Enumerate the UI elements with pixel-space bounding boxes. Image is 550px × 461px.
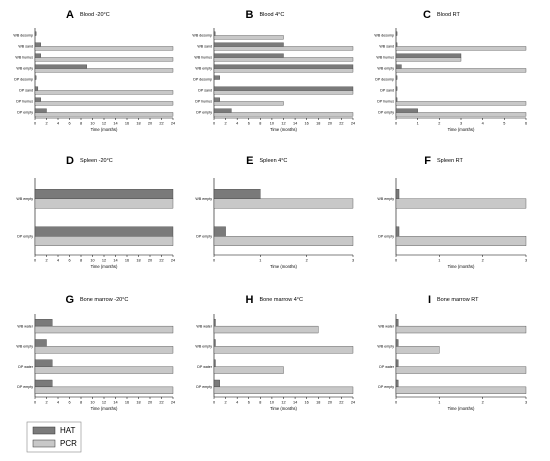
x-tick-label: 3 xyxy=(524,258,528,263)
x-tick-label: 12 xyxy=(281,400,286,405)
bar-pcr xyxy=(396,113,526,117)
bar-hat xyxy=(214,227,226,237)
x-tick-label: 20 xyxy=(147,121,153,126)
x-tick-label: 6 xyxy=(68,258,71,263)
x-tick-label: 0 xyxy=(394,121,398,126)
bar-pcr xyxy=(214,236,353,246)
panel-letter: B xyxy=(245,9,254,21)
x-tick-label: 4 xyxy=(481,121,484,126)
category-label: DP empty xyxy=(378,234,394,239)
category-label: DP empty xyxy=(378,110,394,115)
panel-e xyxy=(195,155,354,269)
panel-title: Spleen RT xyxy=(437,158,463,164)
category-label: DP water xyxy=(197,364,212,369)
legend-hat-swatch xyxy=(33,427,55,434)
x-tick-label: 16 xyxy=(124,400,130,405)
x-tick-label: 6 xyxy=(524,121,528,126)
category-label: WB empty xyxy=(377,66,394,71)
x-tick-label: 2 xyxy=(224,400,227,405)
x-tick-label: 2 xyxy=(45,400,48,405)
x-tick-label: 0 xyxy=(212,400,216,405)
x-tick-label: 0 xyxy=(394,400,398,405)
panels-group xyxy=(13,9,527,411)
x-tick-label: 20 xyxy=(147,400,153,405)
x-axis-label: Time (months) xyxy=(447,406,475,411)
category-label: DP sand xyxy=(19,88,33,93)
bar-pcr xyxy=(396,326,526,333)
x-tick-label: 24 xyxy=(170,400,176,405)
x-tick-label: 16 xyxy=(304,400,309,405)
panel-letter: D xyxy=(66,155,74,167)
x-tick-label: 5 xyxy=(503,121,506,126)
x-tick-label: 2 xyxy=(224,121,227,126)
x-tick-label: 6 xyxy=(68,400,71,405)
x-tick-label: 24 xyxy=(170,121,176,126)
x-tick-label: 22 xyxy=(339,400,344,405)
bar-hat xyxy=(35,360,52,367)
panel-letter: E xyxy=(246,155,254,167)
x-tick-label: 18 xyxy=(136,258,141,263)
category-label: WB sand xyxy=(18,44,33,49)
bar-pcr xyxy=(396,387,526,394)
x-tick-label: 1 xyxy=(416,121,419,126)
x-tick-label: 10 xyxy=(269,400,275,405)
bar-hat xyxy=(396,360,398,367)
category-label: WB empty xyxy=(16,196,33,201)
x-tick-label: 0 xyxy=(212,258,216,263)
panel-d xyxy=(16,155,175,269)
category-label: WB sand xyxy=(197,44,212,49)
category-label: WB empty xyxy=(195,66,212,71)
x-tick-label: 22 xyxy=(159,400,164,405)
x-axis-label: Time (months) xyxy=(90,127,118,132)
category-label: WB sand xyxy=(379,44,394,49)
panel-g xyxy=(16,294,175,411)
category-label: WB humus xyxy=(15,55,33,60)
panel-title: Spleen -20°C xyxy=(80,158,113,164)
x-tick-label: 2 xyxy=(305,258,308,263)
bar-hat xyxy=(35,65,87,69)
x-tick-label: 3 xyxy=(351,258,355,263)
category-label: WB empty xyxy=(377,196,394,201)
bar-hat xyxy=(214,65,353,69)
bar-pcr xyxy=(214,367,284,374)
panel-f xyxy=(377,155,527,269)
category-label: WB desomp xyxy=(192,33,212,38)
category-label: WB desomp xyxy=(13,33,33,38)
x-tick-label: 22 xyxy=(159,121,164,126)
x-tick-label: 10 xyxy=(90,400,95,405)
x-tick-label: 18 xyxy=(136,400,141,405)
x-tick-label: 1 xyxy=(259,258,262,263)
panel-letter: C xyxy=(423,9,431,21)
category-label: WB water xyxy=(17,324,33,329)
x-tick-label: 2 xyxy=(45,258,48,263)
x-tick-label: 10 xyxy=(269,121,275,126)
category-label: WB empty xyxy=(377,344,394,349)
category-label: DP empty xyxy=(196,110,212,115)
bar-hat xyxy=(396,339,398,346)
bar-pcr xyxy=(214,113,353,117)
legend-hat-label: HAT xyxy=(60,426,76,435)
bar-hat xyxy=(396,87,397,91)
panel-letter: H xyxy=(245,294,254,306)
bar-hat xyxy=(214,380,220,387)
panel-a xyxy=(13,9,175,132)
bar-pcr xyxy=(35,326,173,333)
x-tick-label: 4 xyxy=(236,121,239,126)
category-label: DP empty xyxy=(196,234,212,239)
x-axis-label: Time (months) xyxy=(90,264,118,269)
category-label: DP desomp xyxy=(193,77,212,82)
bar-hat xyxy=(214,98,220,102)
bar-pcr xyxy=(396,346,439,353)
bar-pcr xyxy=(214,387,353,394)
x-tick-label: 14 xyxy=(292,400,298,405)
category-label: DP humus xyxy=(377,99,394,104)
category-label: WB empty xyxy=(16,66,33,71)
category-label: DP empty xyxy=(17,385,33,390)
x-tick-label: 2 xyxy=(481,400,484,405)
panel-b xyxy=(192,9,355,132)
category-label: WB water xyxy=(196,324,212,329)
bar-hat xyxy=(35,32,36,36)
panel-title: Blood -20°C xyxy=(80,12,110,18)
x-axis-label: Time (months) xyxy=(270,127,297,132)
x-axis-label: Time (months) xyxy=(447,264,475,269)
panel-title: Spleen 4°C xyxy=(259,158,288,164)
x-tick-label: 2 xyxy=(438,121,441,126)
x-tick-label: 18 xyxy=(316,400,321,405)
panel-letter: F xyxy=(424,155,431,167)
x-tick-label: 4 xyxy=(56,400,60,405)
bar-hat xyxy=(396,32,397,36)
panel-i xyxy=(377,294,527,411)
panel-letter: A xyxy=(66,9,74,21)
panel-letter: I xyxy=(427,294,431,306)
bar-pcr xyxy=(35,91,173,95)
category-label: WB desomp xyxy=(374,33,394,38)
bar-pcr xyxy=(35,199,173,209)
bar-pcr xyxy=(35,58,173,62)
category-label: DP empty xyxy=(378,385,394,390)
panel-letter: G xyxy=(65,294,74,306)
x-tick-label: 4 xyxy=(56,258,60,263)
x-tick-label: 12 xyxy=(281,121,286,126)
bar-hat xyxy=(35,109,47,113)
x-tick-label: 10 xyxy=(90,258,95,263)
x-tick-label: 0 xyxy=(33,258,37,263)
bar-hat xyxy=(396,227,399,237)
bar-pcr xyxy=(214,47,353,51)
x-tick-label: 0 xyxy=(33,121,37,126)
x-tick-label: 2 xyxy=(481,258,484,263)
category-label: DP humus xyxy=(195,99,212,104)
panel-title: Bone marrow 4°C xyxy=(259,297,303,303)
category-label: WB empty xyxy=(195,344,212,349)
x-tick-label: 16 xyxy=(124,121,130,126)
bar-pcr xyxy=(35,113,173,117)
category-label: DP desomp xyxy=(14,77,33,82)
x-axis-label: Time (months) xyxy=(447,127,475,132)
bar-hat xyxy=(214,339,215,346)
x-tick-label: 6 xyxy=(247,400,250,405)
bar-hat xyxy=(396,319,398,326)
panel-title: Bone marrow RT xyxy=(437,297,479,303)
bar-pcr xyxy=(396,236,526,246)
panel-title: Blood RT xyxy=(437,12,460,18)
bar-pcr xyxy=(214,91,353,95)
x-tick-label: 8 xyxy=(79,400,83,405)
bar-pcr xyxy=(35,69,173,73)
x-axis-label: Time (months) xyxy=(270,406,297,411)
bar-pcr xyxy=(396,102,526,106)
bar-hat xyxy=(35,76,36,80)
x-tick-label: 8 xyxy=(259,121,262,126)
bar-pcr xyxy=(214,199,353,209)
bar-pcr xyxy=(214,36,284,40)
bar-hat xyxy=(396,189,399,199)
panel-title: Blood 4°C xyxy=(259,12,285,18)
bar-hat xyxy=(214,54,284,58)
category-label: WB empty xyxy=(16,344,33,349)
bar-hat xyxy=(396,380,398,387)
x-tick-label: 18 xyxy=(316,121,321,126)
category-label: DP sand xyxy=(198,88,212,93)
bar-hat xyxy=(35,54,41,58)
bar-hat xyxy=(396,65,401,69)
bar-pcr xyxy=(396,199,526,209)
panel-c xyxy=(374,9,527,132)
x-tick-label: 0 xyxy=(212,121,216,126)
x-tick-label: 0 xyxy=(33,400,37,405)
bar-hat xyxy=(35,43,41,47)
bar-hat xyxy=(35,319,52,326)
panel-h xyxy=(195,294,355,411)
bar-pcr xyxy=(214,58,353,62)
x-tick-label: 3 xyxy=(524,400,528,405)
category-label: DP desomp xyxy=(375,77,394,82)
bar-pcr xyxy=(214,69,353,73)
x-tick-label: 22 xyxy=(159,258,164,263)
x-tick-label: 1 xyxy=(438,400,441,405)
x-tick-label: 24 xyxy=(350,400,356,405)
bar-hat xyxy=(396,109,418,113)
x-tick-label: 20 xyxy=(327,121,332,126)
x-tick-label: 18 xyxy=(136,121,141,126)
x-tick-label: 3 xyxy=(459,121,463,126)
x-tick-label: 1 xyxy=(438,258,441,263)
x-tick-label: 14 xyxy=(113,258,118,263)
bar-hat xyxy=(214,87,353,91)
bar-hat xyxy=(35,98,41,102)
bar-hat xyxy=(214,360,215,367)
x-tick-label: 14 xyxy=(292,121,298,126)
x-tick-label: 4 xyxy=(56,121,60,126)
bar-pcr xyxy=(35,387,173,394)
bar-hat xyxy=(35,87,38,91)
x-tick-label: 24 xyxy=(170,258,176,263)
x-tick-label: 14 xyxy=(113,400,118,405)
x-tick-label: 22 xyxy=(339,121,344,126)
legend-pcr-swatch xyxy=(33,440,55,447)
bar-hat xyxy=(35,380,52,387)
category-label: DP empty xyxy=(17,110,33,115)
bar-hat xyxy=(396,43,397,47)
category-label: WB water xyxy=(378,324,394,329)
bar-hat xyxy=(396,98,397,102)
legend xyxy=(27,422,81,452)
bar-pcr xyxy=(35,346,173,353)
bar-hat xyxy=(214,43,284,47)
x-tick-label: 8 xyxy=(79,121,83,126)
bar-hat xyxy=(35,227,173,237)
category-label: WB humus xyxy=(194,55,212,60)
bar-pcr xyxy=(35,236,173,246)
bar-hat xyxy=(396,54,461,58)
x-tick-label: 2 xyxy=(45,121,48,126)
bar-pcr xyxy=(35,47,173,51)
bar-pcr xyxy=(396,58,461,62)
x-tick-label: 16 xyxy=(304,121,309,126)
category-label: DP empty xyxy=(196,385,212,390)
bar-hat xyxy=(214,32,215,36)
bar-pcr xyxy=(214,102,284,106)
x-tick-label: 8 xyxy=(79,258,83,263)
x-tick-label: 12 xyxy=(101,400,107,405)
category-label: DP water xyxy=(18,364,33,369)
panel-title: Bone marrow -20°C xyxy=(80,297,129,303)
bar-pcr xyxy=(214,346,353,353)
bar-hat xyxy=(214,76,220,80)
bar-hat xyxy=(35,339,47,346)
bar-pcr xyxy=(35,367,173,374)
bar-pcr xyxy=(35,102,173,106)
x-axis-label: Time (months) xyxy=(90,406,118,411)
x-tick-label: 6 xyxy=(247,121,250,126)
bar-pcr xyxy=(214,326,318,333)
x-tick-label: 24 xyxy=(350,121,356,126)
x-tick-label: 12 xyxy=(101,121,107,126)
category-label: WB empty xyxy=(195,196,212,201)
x-tick-label: 8 xyxy=(259,400,262,405)
x-tick-label: 0 xyxy=(394,258,398,263)
x-tick-label: 12 xyxy=(101,258,107,263)
bar-hat xyxy=(214,319,215,326)
x-tick-label: 6 xyxy=(68,121,71,126)
bar-pcr xyxy=(396,367,526,374)
bar-hat xyxy=(214,109,231,113)
x-tick-label: 20 xyxy=(327,400,332,405)
x-tick-label: 10 xyxy=(90,121,95,126)
category-label: DP empty xyxy=(17,234,33,239)
category-label: DP sand xyxy=(380,88,394,93)
category-label: DP humus xyxy=(16,99,33,104)
bar-pcr xyxy=(396,47,526,51)
category-label: DP water xyxy=(379,364,394,369)
bar-pcr xyxy=(396,69,526,73)
x-axis-label: Time (months) xyxy=(270,264,297,269)
bar-hat xyxy=(35,189,173,199)
x-tick-label: 4 xyxy=(236,400,239,405)
category-label: WB humus xyxy=(376,55,394,60)
bar-hat xyxy=(214,189,260,199)
x-tick-label: 14 xyxy=(113,121,118,126)
x-tick-label: 16 xyxy=(124,258,130,263)
bar-hat xyxy=(396,76,397,80)
x-tick-label: 20 xyxy=(147,258,153,263)
legend-pcr-label: PCR xyxy=(60,439,77,448)
